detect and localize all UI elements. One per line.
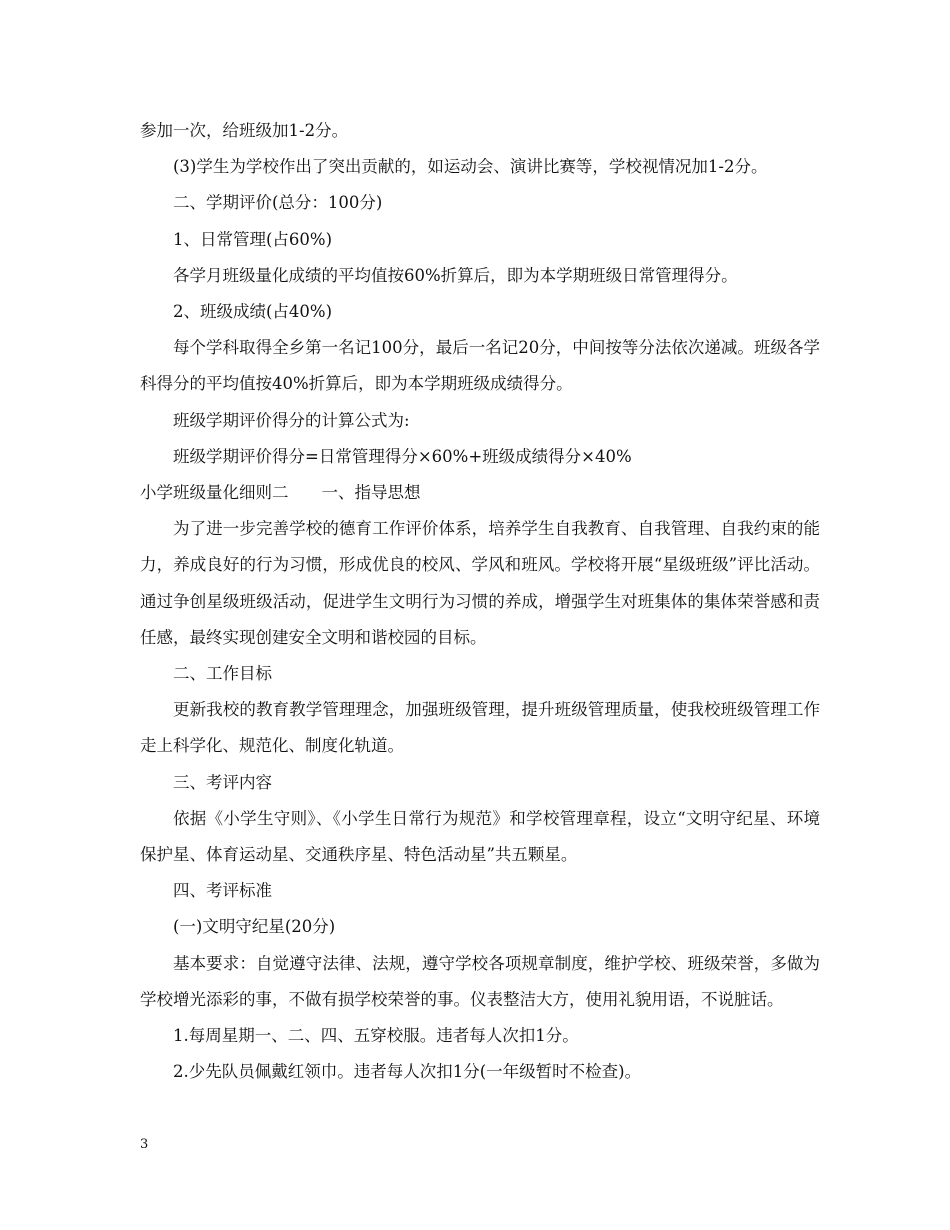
paragraph: 1.每周星期一、二、四、五穿校服。违者每人次扣1分。 (173, 1026, 579, 1046)
paragraph: 二、工作目标 (173, 664, 272, 684)
paragraph: (3)学生为学校作出了突出贡献的，如运动会、演讲比赛等，学校视情况加1-2分。 (173, 157, 768, 177)
paragraph: 基本要求：自觉遵守法律、法规，遵守学校各项规章制度，维护学校、班级荣誉，多做为学校增光添彩的事，不做有损学校荣誉的事。仪表整洁大方，使用礼貌用语，不说脏话。 (140, 953, 820, 1009)
paragraph: 各学月班级量化成绩的平均值按60%折算后，即为本学期班级日常管理得分。 (173, 265, 738, 285)
paragraph: 四、考评标准 (173, 881, 272, 901)
paragraph: 二、学期评价(总分：100分) (173, 193, 383, 213)
paragraph: 班级学期评价得分=日常管理得分×60%+班级成绩得分×40% (173, 446, 632, 466)
paragraph: 班级学期评价得分的计算公式为: (173, 410, 410, 430)
paragraph: 每个学科取得全乡第一名记100分，最后一名记20分，中间按等分法依次递减。班级各学科得分的平均值按40%折算后，即为本学期班级成绩得分。 (140, 338, 820, 394)
paragraph: 1、日常管理(占60%) (173, 229, 333, 249)
paragraph: 为了进一步完善学校的德育工作评价体系，培养学生自我教育、自我管理、自我约束的能力，养成良好的行为习惯，形成优良的校风、学风和班风。学校将开展“星级班级”评比活动。通过争创星级班级活动，促进学生文明行为习惯的养成，增强学生对班集体的集体荣誉感和责任感，最终实现创建安全文明和谐校园的目标。 (140, 519, 820, 647)
paragraph: 参加一次，给班级加1-2分。 (140, 121, 349, 140)
page-number: 3 (140, 1137, 149, 1152)
paragraph: 三、考评内容 (173, 772, 272, 792)
paragraph: 更新我校的教育教学管理理念，加强班级管理，提升班级管理质量，使我校班级管理工作走上科学化、规范化、制度化轨道。 (140, 700, 820, 756)
paragraph: 小学班级量化细则二 一、指导思想 (140, 483, 421, 503)
document-body (140, 113, 820, 1090)
paragraph: 2.少先队员佩戴红领巾。违者每人次扣1分(一年级暂时不检查)。 (173, 1062, 642, 1082)
paragraph: 2、班级成绩(占40%) (173, 302, 333, 322)
paragraph: (一)文明守纪星(20分) (173, 917, 336, 937)
paragraph: 依据《小学生守则》、《小学生日常行为规范》和学校管理章程，设立“文明守纪星、环境保护星、体育运动星、交通秩序星、特色活动星”共五颗星。 (140, 808, 820, 865)
